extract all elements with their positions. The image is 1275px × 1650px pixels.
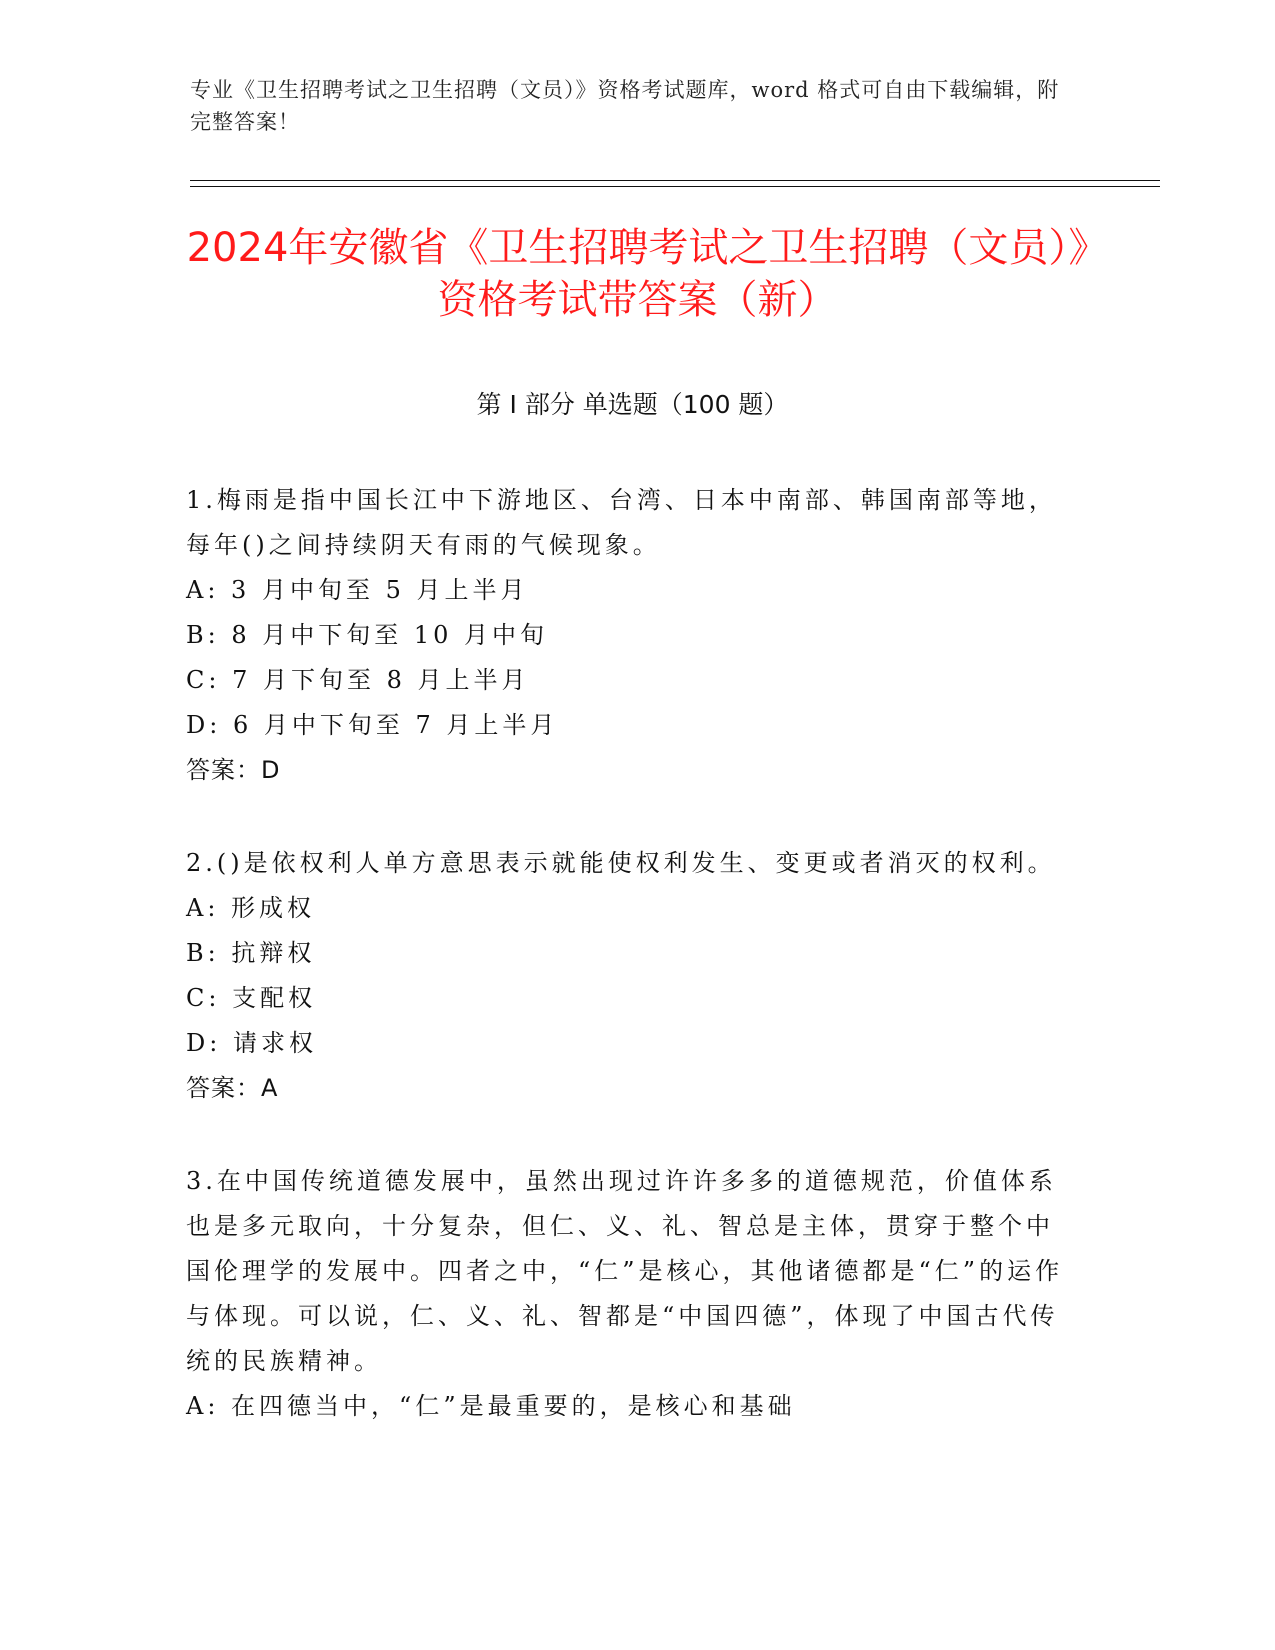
answer-line: 答案：A <box>186 1074 279 1102</box>
option-a: A: 形成权 <box>186 894 316 922</box>
document-title: 2024年安徽省《卫生招聘考试之卫生招聘（文员）》资格考试带答案（新） <box>186 225 1089 323</box>
option-b: B: 抗辩权 <box>186 939 316 967</box>
header-divider-top <box>190 180 1160 181</box>
option-a: A: 3 月中旬至 5 月上半月 <box>186 576 529 604</box>
question-list <box>186 478 1081 1477</box>
option-c: C: 7 月下旬至 8 月上半月 <box>186 666 530 694</box>
question-1 <box>186 478 1081 793</box>
answer-line: 答案：D <box>186 756 281 784</box>
section-title: 第 I 部分 单选题（100 题） <box>476 390 789 419</box>
option-d: D: 请求权 <box>186 1029 317 1057</box>
header-divider-bottom <box>190 186 1160 187</box>
option-a: A: 在四德当中，“仁”是最重要的，是核心和基础 <box>186 1392 796 1420</box>
question-stem: 2.()是依权利人单方意思表示就能使权利发生、变更或者消灭的权利。 <box>186 849 1056 877</box>
option-c: C: 支配权 <box>186 984 317 1012</box>
option-d: D: 6 月中下旬至 7 月上半月 <box>186 711 559 739</box>
question-3 <box>186 1159 1081 1429</box>
question-2 <box>186 841 1081 1111</box>
question-stem: 1.梅雨是指中国长江中下游地区、台湾、日本中南部、韩国南部等地，每年()之间持续阴天有雨的气候现象。 <box>186 486 1057 559</box>
option-b: B: 8 月中下旬至 10 月中旬 <box>186 621 549 649</box>
question-stem: 3.在中国传统道德发展中，虽然出现过许许多多的道德规范，价值体系也是多元取向，十分复杂，但仁、义、礼、智总是主体，贯穿于整个中国伦理学的发展中。四者之中，“仁”是核心，其他诸德都是“仁”的运作与体现。可以说，仁、义、礼、智都是“中国四德”，体现了中国古代传统的民族精神。 <box>186 1167 1064 1375</box>
header-note: 专业《卫生招聘考试之卫生招聘（文员）》资格考试题库，word 格式可自由下载编辑，附完整答案！ <box>190 78 1060 134</box>
